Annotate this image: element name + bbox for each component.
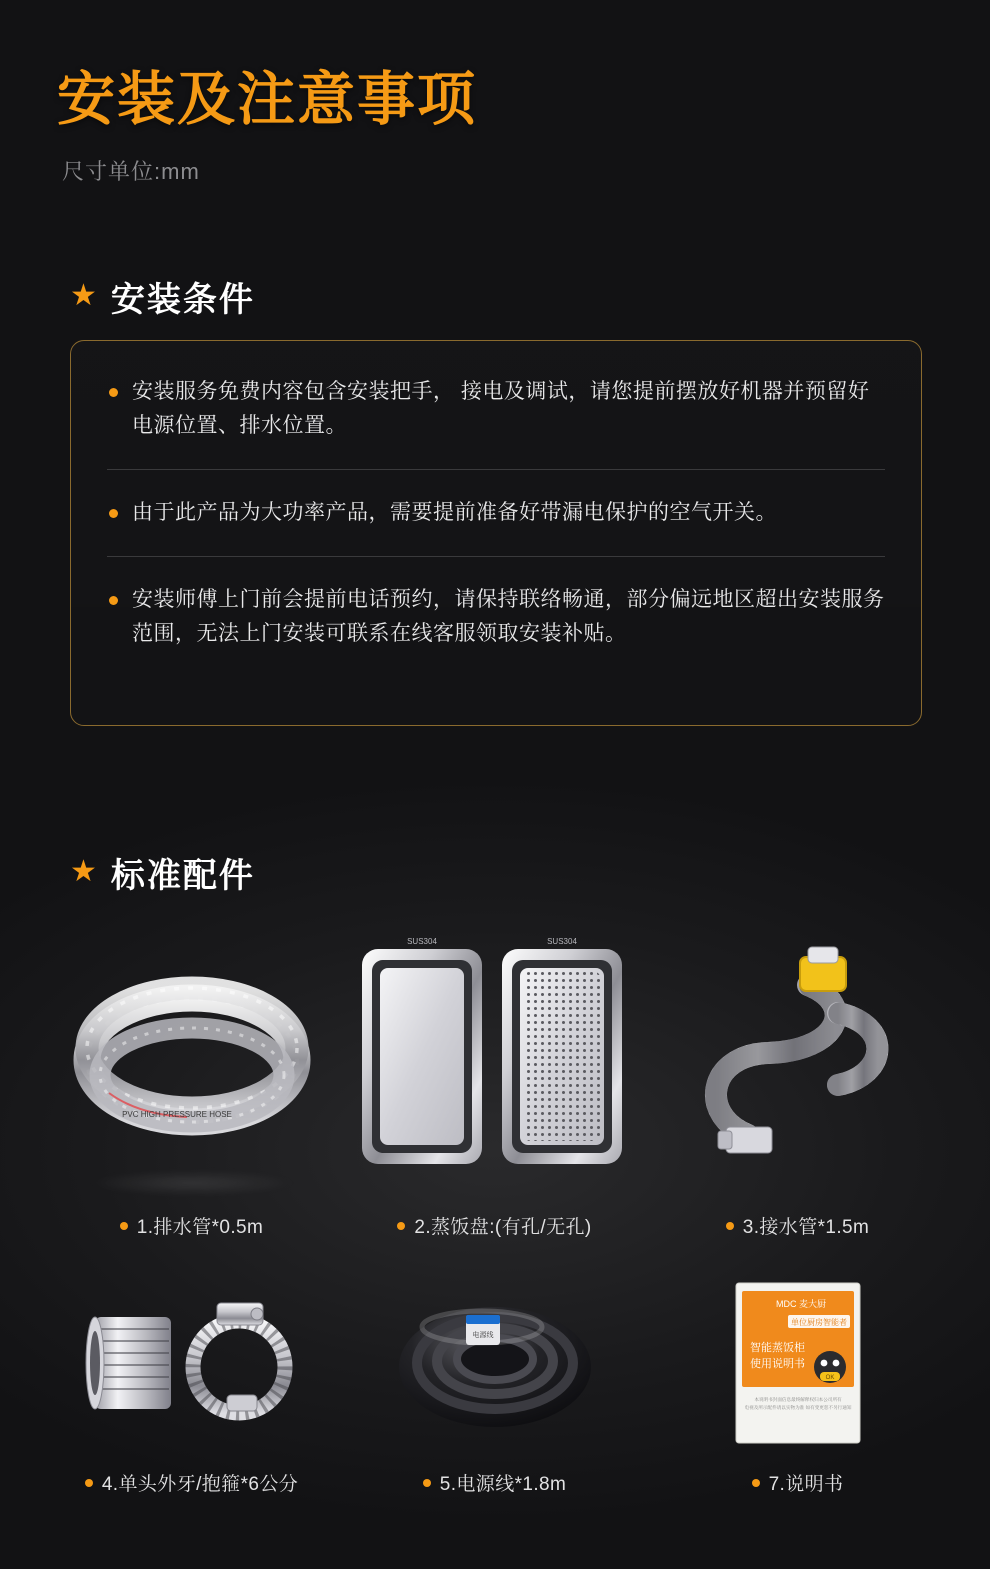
accessory-caption [423,1469,566,1496]
accessory-caption [726,1212,869,1239]
inlet-hose-image [653,910,943,1210]
manual-image [653,1257,943,1467]
bullet-dot-icon [752,1479,760,1487]
list-item-text: 安装服务免费内容包含安装把手， 接电及调试，请您提前摆放好机器并预留好电源位置、排水位置。 [132,380,870,438]
manual-mascot: OK [825,1374,834,1381]
bullet-dot-icon [109,388,118,397]
trays-icon [350,935,640,1185]
accessory-drain-hose [40,910,343,1239]
section-label: 标准配件 [110,857,255,895]
manual-icon [708,1275,888,1450]
list-item [105,583,887,651]
unit-note: 尺寸单位:mm [62,159,200,184]
accessory-manual [646,1257,949,1496]
section-heading-parts [70,848,255,897]
accessory-label: 1.排水管*0.5m [136,1217,264,1238]
manual-line1: 智能蒸饭柜 [749,1341,805,1354]
list-item [105,496,887,530]
star-icon: ★ [70,854,97,888]
accessory-label: 7.说明书 [768,1474,844,1495]
nipple-clamp-image [47,1257,337,1467]
drain-hose-image [47,910,337,1210]
accessory-label: 4.单头外牙/抱箍*6公分 [101,1474,299,1495]
bullet-dot-icon [726,1222,734,1230]
accessory-caption [85,1469,298,1496]
svg-text:PVC HIGH PRESSURE HOSE: PVC HIGH PRESSURE HOSE [121,1110,232,1119]
star-icon: ★ [70,278,97,312]
accessory-inlet-hose [646,910,949,1239]
install-conditions-card [70,340,922,726]
bullet-dot-icon [120,1222,128,1230]
accessories-grid [40,910,950,1496]
section-heading-install [70,272,255,321]
tray-badge-left: SUS304 [406,937,437,946]
steam-trays-image [350,910,640,1210]
accessory-caption [120,1212,263,1239]
list-item [105,375,887,443]
cable-coil-icon [370,1275,620,1450]
accessory-label: 2.蒸饭盘:(有孔/无孔) [414,1217,592,1238]
manual-brand: MDC 麦大厨 [775,1298,826,1309]
clamp-icon [67,1275,317,1450]
braided-hose-icon [688,935,908,1185]
svg-text:电源线: 电源线 [472,1331,493,1339]
accessory-caption [752,1469,844,1496]
bullet-dot-icon [423,1479,431,1487]
divider [107,469,885,470]
manual-line2: 使用说明书 [749,1357,805,1370]
list-item-text: 由于此产品为大功率产品，需要提前准备好带漏电保护的空气开关。 [132,501,777,525]
bullet-dot-icon [85,1479,93,1487]
bullet-dot-icon [109,596,118,605]
list-item-text: 安装师傅上门前会提前电话预约，请保持联络畅通，部分偏远地区超出安装服务范围，无法上门安装可联系在线客服领取安装补贴。 [132,588,885,646]
power-cable-image [350,1257,640,1467]
svg-text:电视及所示配件请以实物为准 如有变更恕不另行通知: 电视及所示配件请以实物为准 如有变更恕不另行通知 [744,1404,851,1410]
divider [107,556,885,557]
accessory-power-cable [343,1257,646,1496]
manual-tag: 单位厨房智能者 [790,1317,847,1327]
accessory-steam-trays [343,910,646,1239]
accessories-row [40,910,950,1239]
section-label: 安装条件 [110,281,255,319]
bullet-dot-icon [397,1222,405,1230]
bullet-dot-icon [109,509,118,518]
accessories-row [40,1257,950,1496]
hose-coil-icon [57,965,327,1155]
svg-text:本说明书封面信息最终解释权归本公司所有: 本说明书封面信息最终解释权归本公司所有 [753,1396,842,1402]
accessory-caption [397,1212,591,1239]
accessory-label: 5.电源线*1.8m [439,1474,567,1495]
accessory-nipple-clamp [40,1257,343,1496]
tray-badge-right: SUS304 [546,937,577,946]
accessory-label: 3.接水管*1.5m [742,1217,870,1238]
drop-shadow [87,1170,297,1196]
page-title: 安装及注意事项 [57,67,478,132]
